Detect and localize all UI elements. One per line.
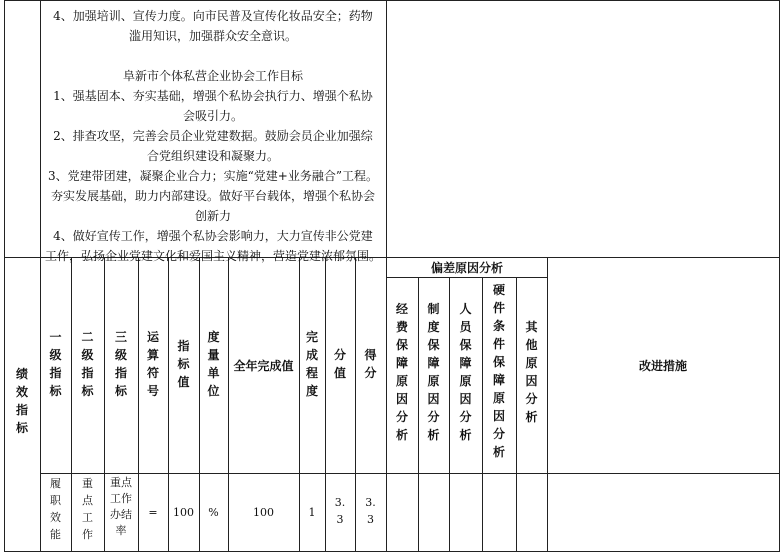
cell-level2-value [71, 475, 104, 543]
vertical-char: 析 [492, 445, 505, 459]
text-line: 4、做好宣传工作，增强个私协会影响力，大力宣传非公党建 [53, 229, 373, 243]
vertical-char: 效 [50, 511, 61, 524]
goals-heading: 阜新市个体私营企业协会工作目标 [122, 69, 303, 83]
cell-completion-value [299, 474, 325, 551]
text-line: 合党组织建设和凝聚力。 [146, 149, 279, 163]
vertical-char: 值 [177, 375, 190, 389]
header-improvement-measures [547, 257, 779, 473]
header-level3-indicator [104, 328, 138, 400]
vertical-char: 件 [492, 301, 505, 315]
vertical-char: 因 [395, 392, 408, 406]
vertical-char: 障 [492, 373, 505, 387]
text-line: 3、党建带团建，凝聚企业合力；实施“党建+业务融合”工程。 [48, 169, 378, 183]
header-unit [199, 328, 228, 400]
vertical-char: 级 [81, 348, 94, 362]
vertical-char: 他 [525, 338, 538, 352]
cell-level3-value [104, 475, 138, 539]
header-level2-indicator [71, 328, 104, 400]
vertical-char: 度 [427, 320, 440, 334]
header-completion-degree [299, 328, 325, 400]
vertical-char: 析 [459, 428, 472, 442]
text-line: 夯实发展基础，助力内部建设。做好平台载体，增强个私协会 [50, 189, 375, 203]
annual-text: 100 [253, 506, 274, 519]
vertical-char: 工 [82, 511, 93, 524]
vertical-char: 标 [15, 421, 28, 435]
vertical-char: 单 [207, 366, 220, 380]
vertical-char: 障 [459, 356, 472, 370]
vertical-char: 保 [427, 338, 440, 352]
vertical-char: 硬 [492, 283, 505, 297]
left-border [4, 0, 5, 552]
vertical-char: 经 [395, 302, 408, 316]
header-personnel-reason [449, 300, 482, 444]
vertical-char: 号 [146, 384, 159, 398]
cell-unit-value [199, 474, 228, 551]
vertical-char: 原 [525, 356, 538, 370]
vertical-char: 符 [146, 366, 159, 380]
vertical-char: 分 [427, 410, 440, 424]
vertical-char: 职 [50, 494, 61, 507]
vertical-char: 析 [427, 428, 440, 442]
vertical-char: 绩 [15, 367, 28, 381]
cell-operator-value [138, 474, 168, 551]
value-part: 3 [367, 513, 374, 526]
header-deviation-label: 偏差原因分析 [430, 260, 503, 275]
vertical-char: 位 [207, 384, 220, 398]
value-part: 3. [365, 496, 376, 509]
vertical-char: 因 [525, 374, 538, 388]
wrapped-line: 工作 [110, 492, 132, 505]
vertical-char: 分 [492, 427, 505, 441]
vertical-char: 分 [395, 410, 408, 424]
vertical-char: 制 [427, 302, 440, 316]
vertical-char: 标 [81, 384, 94, 398]
operator-text: = [148, 506, 158, 519]
vertical-char: 障 [395, 356, 408, 370]
vertical-char: 度 [305, 384, 318, 398]
vertical-char: 运 [146, 330, 159, 344]
vertical-char: 分 [333, 348, 346, 362]
text-line: 2、排查攻坚，完善会员企业党建数据。鼓励会员企业加强综 [53, 129, 373, 143]
vertical-char: 标 [177, 357, 190, 371]
vertical-char: 得 [364, 348, 377, 362]
vertical-char: 析 [395, 428, 408, 442]
vertical-char: 原 [459, 374, 472, 388]
vertical-char: 度 [207, 330, 220, 344]
vertical-char: 析 [525, 410, 538, 424]
completion-text: 1 [308, 506, 316, 519]
vertical-char: 因 [427, 392, 440, 406]
wrapped-line: 重点 [110, 476, 132, 489]
vertical-char: 因 [459, 392, 472, 406]
vertical-char: 程 [305, 366, 318, 380]
cell-target-value [168, 474, 199, 551]
text-line: 创新力 [194, 209, 231, 223]
value-part: 3 [336, 513, 344, 526]
vertical-char: 能 [50, 528, 61, 541]
header-operator [138, 328, 168, 400]
vertical-char: 保 [492, 355, 505, 369]
vertical-char: 分 [525, 392, 538, 406]
vertical-char: 保 [395, 338, 408, 352]
vertical-char: 因 [492, 409, 505, 423]
header-hardware-reason [482, 281, 516, 461]
table-bottom-border [4, 551, 780, 552]
vertical-char: 指 [15, 403, 28, 417]
vertical-char: 级 [114, 348, 127, 362]
value-part: 3. [334, 496, 346, 509]
cell-level1-value [40, 475, 71, 543]
cell-annual-value [228, 474, 299, 551]
vertical-char: 障 [427, 356, 440, 370]
vertical-char: 人 [459, 302, 472, 316]
header-funding-reason [386, 300, 418, 444]
vertical-char: 指 [49, 366, 62, 380]
vertical-char: 级 [49, 348, 62, 362]
row-label-performance-indicators [4, 365, 40, 437]
vertical-char: 算 [146, 348, 159, 362]
vertical-char: 成 [305, 348, 318, 362]
vertical-char: 二 [81, 330, 94, 344]
header-system-reason [418, 300, 449, 444]
cell-score-value [355, 494, 386, 528]
header-score-value [325, 346, 355, 382]
wrapped-line: 办结 [110, 508, 132, 521]
wrapped-line: 率 [115, 524, 127, 537]
vertical-char: 分 [459, 410, 472, 424]
vertical-char: 指 [177, 339, 190, 353]
right-border [779, 0, 780, 552]
table-top-border [4, 0, 780, 1]
vertical-char: 作 [82, 528, 93, 541]
vertical-char: 原 [492, 391, 505, 405]
vertical-char: 原 [427, 374, 440, 388]
vertical-char: 原 [395, 374, 408, 388]
blank-line [40, 46, 386, 66]
vertical-char: 履 [50, 477, 61, 490]
vertical-char: 效 [15, 385, 28, 399]
vertical-char: 一 [49, 330, 62, 344]
vertical-char: 完 [305, 330, 318, 344]
goals-text-block [40, 6, 386, 266]
vertical-char: 指 [114, 366, 127, 380]
unit-text: % [208, 506, 219, 519]
vertical-char: 值 [333, 366, 346, 380]
header-level1-indicator [40, 328, 71, 400]
cell-score-value-value [325, 494, 355, 528]
text-line: 4、加强培训、宣传力度。向市民普及宣传化妆品安全；药物 [53, 9, 373, 23]
vertical-char: 点 [82, 494, 93, 507]
vertical-char: 标 [114, 384, 127, 398]
vertical-char: 标 [49, 384, 62, 398]
vertical-char: 分 [364, 366, 377, 380]
header-deviation-analysis [386, 257, 548, 277]
vertical-char: 重 [82, 477, 93, 490]
vertical-char: 条 [492, 319, 505, 333]
vertical-char: 费 [395, 320, 408, 334]
text-line: 会吸引力。 [182, 109, 243, 123]
deviation-header-divider [386, 277, 548, 278]
vertical-char: 件 [492, 337, 505, 351]
header-improvement-label: 改进措施 [638, 358, 687, 373]
text-line: 工作，弘扬企业党建文化和爱国主义精神，营造党建浓郁氛围。 [44, 249, 381, 263]
header-score [355, 346, 386, 382]
vertical-char: 员 [459, 320, 472, 334]
header-target-value [168, 337, 199, 391]
text-line: 滥用知识，加强群众安全意识。 [128, 29, 297, 43]
vertical-char: 量 [207, 348, 220, 362]
header-annual-label: 全年完成值 [233, 358, 294, 373]
header-other-reason [516, 318, 547, 426]
vertical-char: 三 [114, 330, 127, 344]
header-annual-completion [228, 257, 299, 473]
level3-text [104, 475, 138, 539]
target-text: 100 [173, 506, 194, 519]
vertical-char: 其 [525, 320, 538, 334]
text-line: 1、强基固本、夯实基础，增强个私协会执行力、增强个私协 [53, 89, 373, 103]
vertical-char: 保 [459, 338, 472, 352]
vertical-char: 指 [81, 366, 94, 380]
